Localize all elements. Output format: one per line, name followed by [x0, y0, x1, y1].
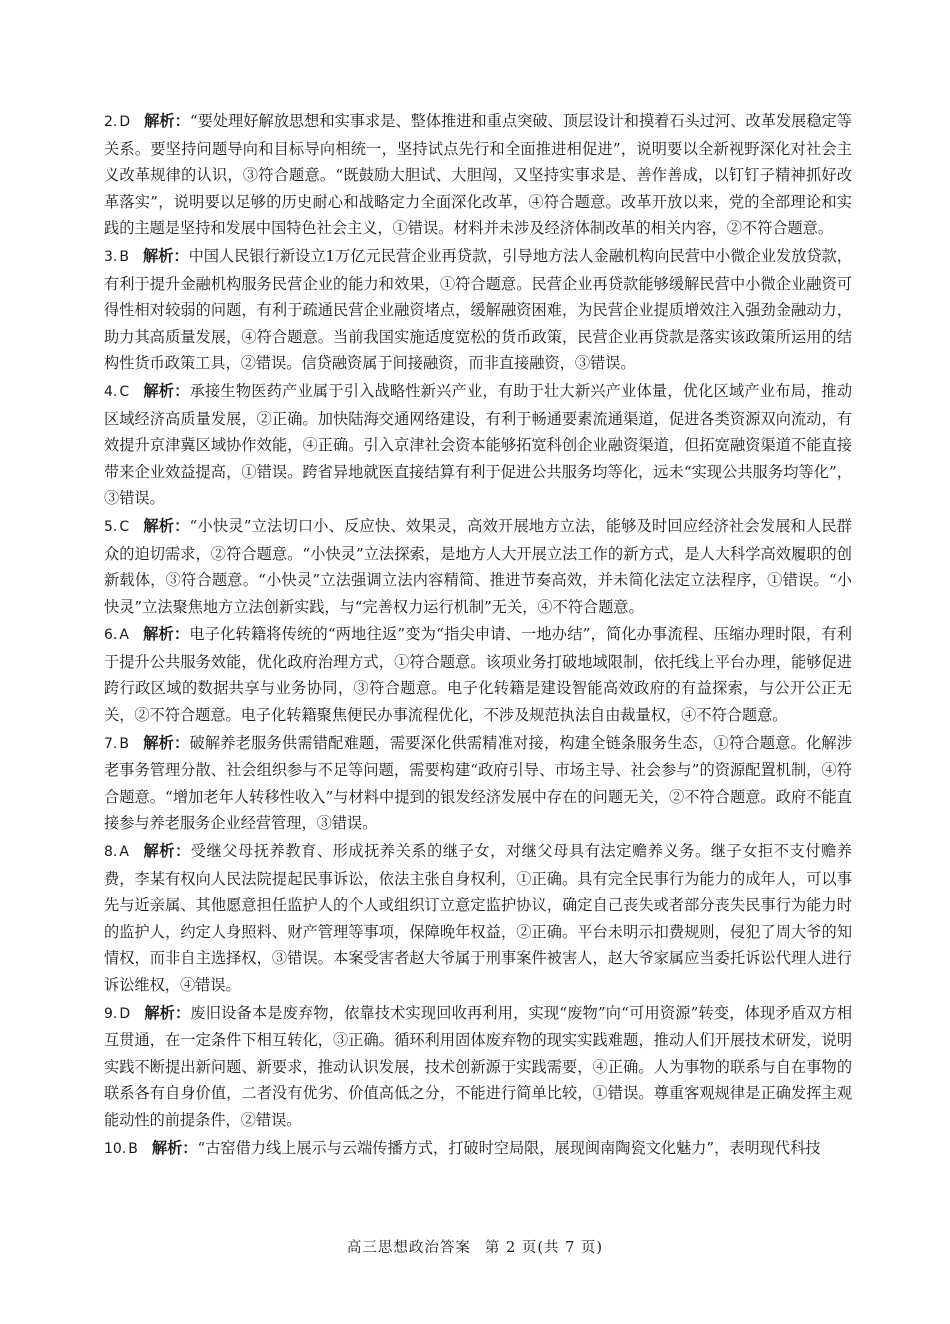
question-number: 3.	[104, 248, 118, 265]
answer-choice: B	[128, 1140, 138, 1157]
analysis-label: 解析：	[144, 112, 190, 130]
answer-item-4	[104, 378, 852, 512]
answer-choice: D	[119, 1005, 131, 1022]
question-number: 9.	[104, 1005, 118, 1022]
answer-list	[104, 108, 852, 1162]
answer-item-5	[104, 513, 852, 620]
answer-item-2	[104, 108, 852, 242]
answer-choice: B	[119, 248, 129, 265]
answer-choice: B	[119, 735, 129, 752]
question-number: 7.	[104, 735, 118, 752]
footer-title: 高三思想政治答案	[346, 1240, 471, 1256]
page-footer	[0, 1236, 950, 1257]
question-number: 2.	[104, 114, 118, 130]
analysis-label: 解析：	[143, 381, 190, 400]
answer-choice: A	[119, 627, 129, 644]
answer-choice: C	[119, 383, 130, 400]
analysis-text: 废旧设备本是废弃物，依靠技术实现回收再利用，实现“废物”向“可用资源”转变，体现矛盾双方相互贯通，在一定条件下相互转化，③正确。循环利用固体废弃物的现实实践难题，推动人们开展技术研发，说明实践不断提出新问题、新要求，推动认识发展，技术创新源于实践需要，④正确。人为事物的联系与自在事物的联系各有自身价值，二者没有优劣、价值高低之分，不能进行简单比较，①错误。尊重客观规律是正确发挥主观能动性的前提条件，②错误。	[104, 1003, 853, 1129]
answer-item-6	[104, 621, 852, 728]
answer-choice: C	[119, 518, 130, 535]
analysis-label: 解析：	[144, 1003, 191, 1022]
analysis-text: “小快灵”立法切口小、反应快、效果灵，高效开展地方立法，能够及时回应经济社会发展和人民群众的迫切需求，②符合题意。“小快灵”立法探索，是地方人大开展立法工作的新方式，是人大科学高效履职的创新载体，③符合题意。“小快灵”立法强调立法内容精简、推进节奏高效，并未简化法定立法程序，①错误。“小快灵”立法聚焦地方立法创新实践，与“完善权力运行机制”无关，④不符合题意。	[104, 516, 852, 616]
question-number: 8.	[104, 844, 118, 861]
analysis-text: 承接生物医药产业属于引入战略性新兴产业，有助于壮大新兴产业体量，优化区域产业布局，推动区域经济高质量发展，②正确。加快陆海交通网络建设，有利于畅通要素流通渠道，促进各类资源双向流动，有效提升京津冀区域协作效能，④正确。引入京津社会资本能够拓宽科创企业融资渠道，但拓宽融资渠道不能直接带来企业效益提高，①错误。跨省异地就医直接结算有利于促进公共服务均等化，远未“实现公共服务均等化”，③错误。	[104, 381, 853, 508]
answer-choice: D	[119, 114, 131, 130]
answer-item-8	[104, 838, 852, 999]
analysis-text: 破解养老服务供需错配难题，需要深化供需精准对接，构建全链条服务生态，①符合题意。化解涉老事务管理分散、社会组织参与不足等问题，需要构建“政府引导、市场主导、社会参与”的资源配置机制，④符合题意。“增加老年人转移性收入”与材料中提到的银发经济发展中存在的问题无关，②不符合题意。政府不能直接参与养老服务企业经营管理，③错误。	[104, 733, 853, 833]
analysis-label: 解析：	[151, 1138, 198, 1157]
analysis-label: 解析：	[142, 842, 191, 861]
analysis-text: 受继父母抚养教育、形成抚养关系的继子女，对继父母具有法定赡养义务。继子女拒不支付赡养费，李某有权向人民法院提起民事诉讼，依法主张自身权利，①正确。具有完全民事行为能力的成年人，可以事先与近亲属、其他愿意担任监护人的个人或组织订立意定监护协议，确定自己丧失或者部分丧失民事行为能力时的监护人，约定人身照料、财产管理等事项，保障晚年权益，②正确。平台未明示扣费规则，侵犯了周大爷的知情权，而非自主选择权，③错误。本案受害者赵大爷属于刑事案件被害人，赵大爷家属应当委托诉讼代理人进行诉讼维权，④错误。	[104, 842, 853, 994]
question-number: 5.	[104, 518, 118, 535]
answer-item-9	[104, 1000, 852, 1134]
analysis-text: 电子化转籍将传统的“两地往返”变为“指尖申请、一地办结”，简化办事流程、压缩办理时限，有利于提升公共服务效能，优化政府治理方式，①符合题意。该项业务打破地域限制，依托线上平台办理，能够促进跨行政区域的数据共享与业务协同，③符合题意。电子化转籍是建设智能高效政府的有益探索，与公开公正无关，②不符合题意。电子化转籍聚焦便民办事流程优化，不涉及规范执法自由裁量权，④不符合题意。	[104, 625, 852, 725]
analysis-label: 解析：	[142, 246, 189, 265]
page-number: 第 2 页(共 7 页)	[484, 1240, 604, 1256]
analysis-text: “要处理好解放思想和实事求是、整体推进和重点突破、顶层设计和摸着石头过河、改革发展稳定等关系。要坚持问题导向和目标导向相统一，坚持试点先行和全面推进相促进”，说明要以全新视野深化对社会主义改革规律的认识，③符合题意。“既鼓励大胆试、大胆闯，又坚持实事求是、善作善成，以钉钉子精神抓好改革落实”，说明要以足够的历史耐心和战略定力全面深化改革，④符合题意。改革开放以来，党的全部理论和实践的主题是坚持和发展中国特色社会主义，①错误。材料并未涉及经济体制改革的相关内容，②不符合题意。	[104, 112, 852, 238]
analysis-text: “古窑借力线上展示与云端传播方式，打破时空局限，展现闽南陶瓷文化魅力”，表明现代科技	[197, 1138, 821, 1157]
question-number: 4.	[104, 383, 118, 400]
analysis-label: 解析：	[142, 625, 190, 644]
answer-item-3	[104, 243, 852, 377]
answer-choice: A	[119, 844, 129, 861]
analysis-label: 解析：	[142, 733, 190, 752]
analysis-text: 中国人民银行新设立1万亿元民营企业再贷款，引导地方法人金融机构向民营中小微企业发放贷款，有利于提升金融机构服务民营企业的能力和效果，①符合题意。民营企业再贷款能够缓解民营中小微企业融资可得性相对较弱的问题，有利于疏通民营企业融资堵点，缓解融资困难，为民营企业提质增效注入强劲金融动力，助力其高质量发展，④符合题意。当前我国实施适度宽松的货币政策，民营企业再贷款是落实该政策所运用的结构性货币政策工具，②错误。信贷融资属于间接融资，而非直接融资，③错误。	[104, 246, 852, 373]
analysis-label: 解析：	[143, 516, 190, 535]
question-number: 10.	[104, 1140, 127, 1157]
answer-item-7	[104, 730, 852, 837]
answer-item-10	[104, 1135, 852, 1163]
question-number: 6.	[104, 627, 118, 644]
